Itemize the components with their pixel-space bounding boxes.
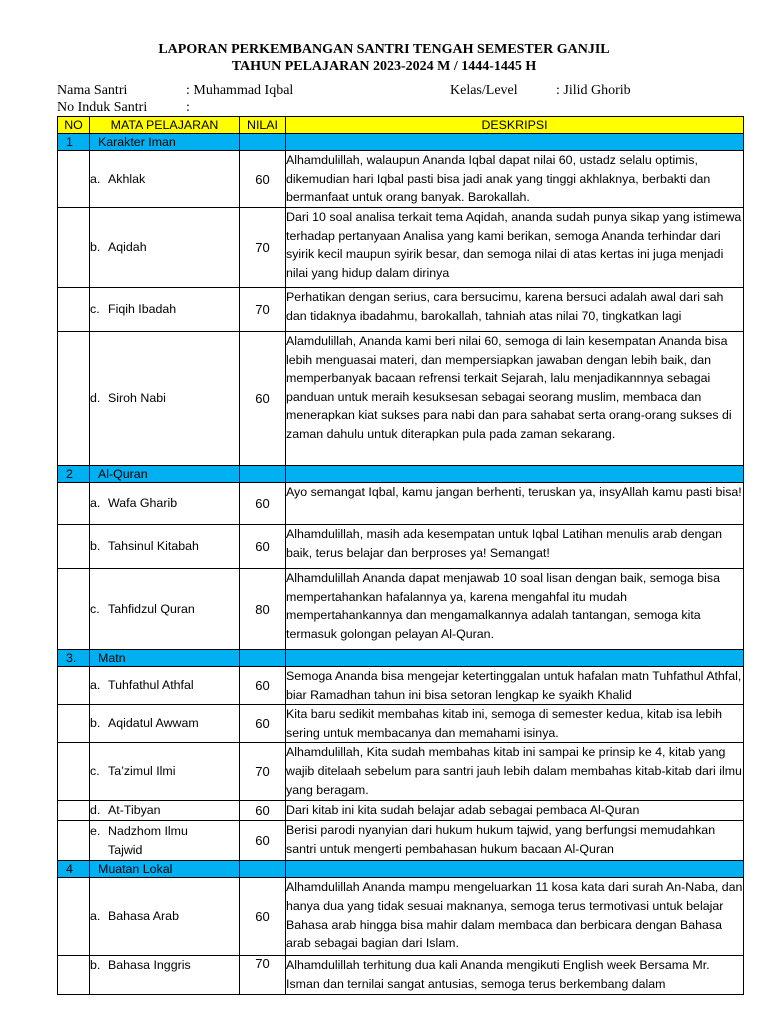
description-cell: Kita baru sedikit membahas kitab ini, semoga di semester kedua, kitab isa lebih sering untuk membacanya dan memahami isinya. [286, 705, 744, 743]
item-letter: b. [90, 958, 101, 973]
table-row [58, 332, 744, 466]
subject-cell [90, 667, 240, 705]
table-row [58, 208, 744, 288]
score-cell: 70 [240, 208, 286, 288]
table-row [58, 483, 744, 525]
header-no: NO [58, 117, 90, 134]
subject-name: Nadzhom Ilmu Tajwid [108, 823, 188, 857]
description-cell: Alhamdulillah Ananda dapat menjawab 10 soal lisan dengan baik, semoga bisa mempertahankan hafalannya ya, karena mengahfal itu mudah mempertahankannya dan mengamalkannya adalah tantangan, semoga kita termasuk golongan pelayan Al-Quran. [286, 569, 744, 650]
category-row [58, 650, 744, 667]
category-row [58, 466, 744, 483]
subject-cell [90, 208, 240, 288]
table-row [58, 801, 744, 821]
subject-name: Wafa Gharib [108, 496, 178, 510]
subject-cell [90, 705, 240, 743]
table-row [58, 569, 744, 650]
score-cell: 60 [240, 483, 286, 525]
class-level-label: Kelas/Level [450, 83, 518, 98]
student-id-label: No Induk Santri [57, 100, 148, 115]
score-cell: 70 [240, 956, 286, 994]
subject-cell [90, 743, 240, 801]
score-cell: 60 [240, 878, 286, 956]
description-cell: Alhamdulillah, walaupun Ananda Iqbal dapat nilai 60, ustadz selalu optimis, dikemudian hari Iqbal pasti bisa jadi anak yang tinggi akhlaknya, berbakti dan bermanfaat untuk orang banyak. Barokallah. [286, 151, 744, 208]
category-number: 4 [58, 861, 90, 878]
subject-cell [90, 821, 240, 861]
category-number: 1 [58, 134, 90, 151]
item-letter: a. [90, 909, 101, 924]
subject-cell [90, 956, 240, 994]
header-score: NILAI [240, 117, 286, 134]
subject-name: Ta’zimul Ilmi [108, 764, 176, 779]
item-letter: a. [90, 496, 101, 510]
description-cell: Alhamdulillah, Kita sudah membahas kitab ini sampai ke prinsip ke 4, kitab yang wajib ditelaah sebelum para santri jauh lebih dalam membahas kitab-kitab dari ilmu yang beragam. [286, 743, 744, 801]
subject-name: Bahasa Inggris [108, 958, 191, 973]
subject-name: Aqidatul Awwam [108, 716, 199, 731]
subject-name: Fiqih Ibadah [108, 302, 177, 316]
score-cell: 60 [240, 705, 286, 743]
category-name: Matn [90, 650, 240, 667]
subject-name: Tuhfathul Athfal [108, 678, 194, 693]
student-name-value: : Muhammad Iqbal [186, 83, 294, 98]
category-number: 3. [58, 650, 90, 667]
subject-cell [90, 288, 240, 332]
table-row [58, 878, 744, 956]
subject-name: Tahsinul Kitabah [108, 539, 199, 553]
score-cell: 60 [240, 332, 286, 466]
description-cell: Semoga Ananda bisa mengejar ketertinggalan untuk hafalan matn Tuhfathul Athfal, biar Ramadhan tahun ini bisa setoran lengkap ke syaikh Khalid [286, 667, 744, 705]
category-row [58, 134, 744, 151]
item-letter: a. [90, 678, 101, 693]
subject-name: Akhlak [108, 171, 146, 186]
grades-table [57, 116, 744, 995]
item-letter: b. [90, 716, 101, 731]
category-name: Muatan Lokal [90, 861, 240, 878]
table-header-row [58, 117, 744, 134]
subject-name: Siroh Nabi [108, 391, 166, 405]
score-cell: 70 [240, 743, 286, 801]
report-title: LAPORAN PERKEMBANGAN SANTRI TENGAH SEMESTER GANJIL [158, 42, 610, 57]
description-cell: Alamdulillah, Ananda kami beri nilai 60, semoga di lain kesempatan Ananda bisa lebih menguasai materi, dan mempersiapkan jawaban dengan lebih baik, dan memperbanyak bacaan refrensi terkait Sejarah, lalu menjadikannnya sebagai panduan untuk meraih kesuksesan sebagai seorang muslim, membaca dan menerapkan kiat sukses para nabi dan para sahabat serta orang-orang sukses di zaman dahulu untuk diterapkan pula pada zaman sekarang. [286, 332, 744, 466]
subject-cell [90, 801, 240, 821]
score-cell: 60 [240, 667, 286, 705]
item-letter: d. [90, 803, 101, 818]
description-cell: Alhamdulillah, masih ada kesempatan untuk Iqbal Latihan menulis arab dengan baik, terus belajar dan berproses ya! Semangat! [286, 525, 744, 569]
item-letter: a. [90, 171, 101, 186]
category-name: Karakter Iman [90, 134, 240, 151]
subject-name: At-Tibyan [108, 803, 161, 818]
header-description: DESKRIPSI [286, 117, 744, 134]
description-cell: Perhatikan dengan serius, cara bersucimu, karena bersuci adalah awal dari sah dan tidaknya ibadahmu, barokallah, tahniah atas nilai 70, tingkatkan lagi [286, 288, 744, 332]
report-subtitle: TAHUN PELAJARAN 2023-2024 M / 1444-1445 H [231, 59, 537, 74]
table-row [58, 705, 744, 743]
table-row [58, 743, 744, 801]
description-cell: Dari 10 soal analisa terkait tema Aqidah, ananda sudah punya sikap yang istimewa terhadap pertanyaan Analisa yang kami berikan, semoga Ananda terhindar dari syirik kecil maupun syirik besar, dan semoga nilai di atas kertas ini juga menjadi nilai yang hidup dalam dirinya [286, 208, 744, 288]
item-letter: d. [90, 391, 101, 405]
table-row [58, 151, 744, 208]
table-row [58, 667, 744, 705]
item-letter: c. [90, 764, 100, 779]
subject-name: Tahfidzul Quran [108, 601, 195, 616]
student-name-label: Nama Santri [57, 83, 128, 98]
score-cell: 60 [240, 151, 286, 208]
description-cell: Dari kitab ini kita sudah belajar adab sebagai pembaca Al-Quran [286, 801, 744, 821]
category-number: 2 [58, 466, 90, 483]
score-cell: 60 [240, 525, 286, 569]
item-letter: b. [90, 240, 101, 254]
header-subject: MATA PELAJARAN [90, 117, 240, 134]
subject-cell [90, 483, 240, 525]
score-cell: 80 [240, 569, 286, 650]
table-row [58, 288, 744, 332]
subject-cell [90, 878, 240, 956]
description-cell: Berisi parodi nyanyian dari hukum hukum tajwid, yang berfungsi memudahkan santri untuk mengerti pembahasan hukum bacaan Al-Quran [286, 821, 744, 861]
table-row [58, 525, 744, 569]
class-level-value: : Jilid Ghorib [556, 83, 631, 98]
category-row [58, 861, 744, 878]
subject-cell [90, 569, 240, 650]
subject-cell [90, 151, 240, 208]
item-letter: c. [90, 601, 100, 616]
table-row [58, 956, 744, 994]
item-letter: e. [90, 823, 101, 838]
student-id-value: : [186, 100, 190, 115]
item-letter: c. [90, 302, 100, 316]
score-cell: 60 [240, 801, 286, 821]
subject-cell [90, 525, 240, 569]
description-cell: Alhamdulillah terhitung dua kali Ananda mengikuti English week Bersama Mr. Isman dan ternilai sangat antusias, semoga terus berkembang dalam [286, 956, 744, 994]
item-letter: b. [90, 539, 101, 553]
category-name: Al-Quran [90, 466, 240, 483]
table-row [58, 821, 744, 861]
description-cell: Alhamdulillah Ananda mampu mengeluarkan 11 kosa kata dari surah An-Naba, dan hanya dua yang tidak sesuai maknanya, semoga terus termotivasi untuk belajar Bahasa arab hingga bisa mahir dalam membaca dan berbicara dengan Bahasa arab sebagai bagian dari Islam. [286, 878, 744, 956]
subject-name: Bahasa Arab [108, 909, 179, 924]
score-cell: 60 [240, 821, 286, 861]
subject-name: Aqidah [108, 240, 147, 254]
description-cell: Ayo semangat Iqbal, kamu jangan berhenti, teruskan ya, insyAllah kamu pasti bisa! [286, 483, 744, 525]
score-cell: 70 [240, 288, 286, 332]
subject-cell [90, 332, 240, 466]
